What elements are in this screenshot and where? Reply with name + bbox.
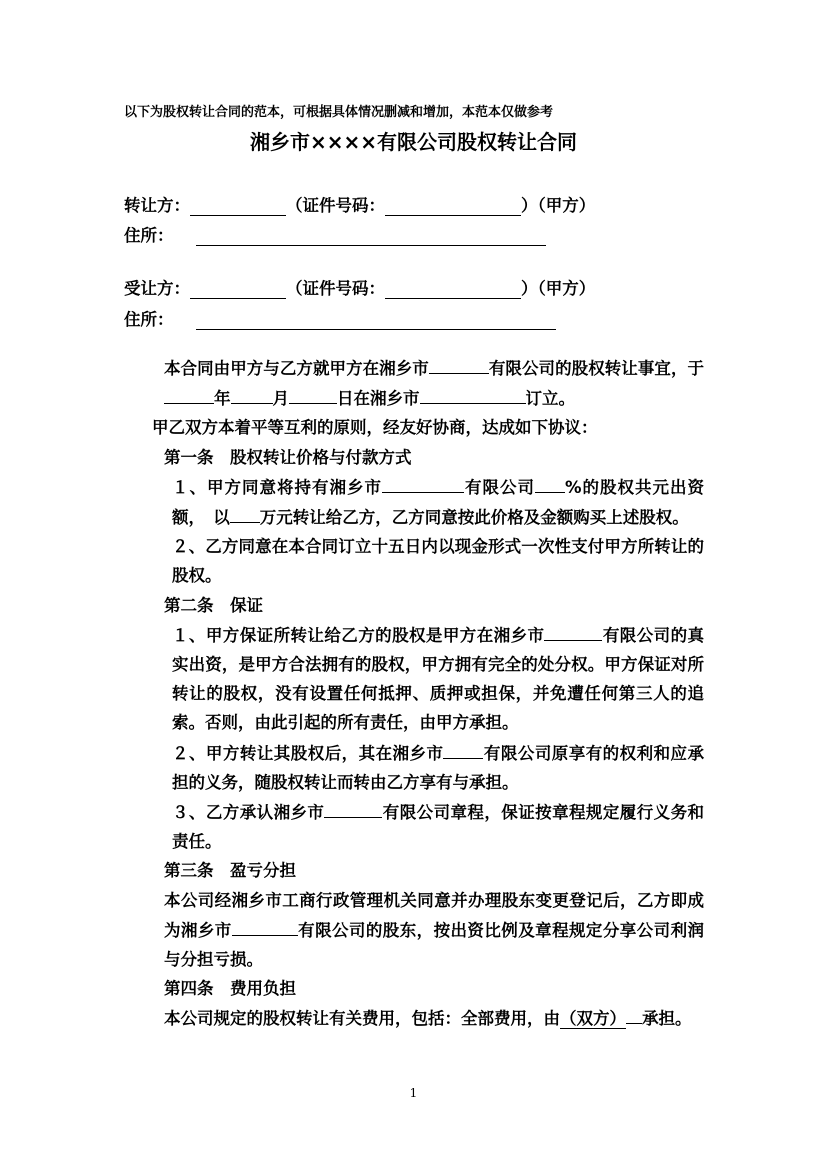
transferor-name-blank — [190, 197, 286, 216]
company-blank-6 — [232, 915, 298, 936]
page-number: 1 — [409, 1086, 418, 1100]
transferee-address-line — [124, 306, 556, 330]
article-1-title: 第一条 股权转让价格与付款方式 — [164, 447, 412, 467]
article-2-clause-2: ２、甲方转让其股权后，其在湘乡市 有限公司原享有的权利和应承担的义务，随股权转让而转由乙方享有与承担。 — [124, 738, 704, 797]
transferee-id-label-open: （证件号码： — [286, 279, 385, 298]
percent-blank — [535, 472, 565, 493]
transferee-address-blank — [196, 311, 556, 330]
template-note: 以下为股权转让合同的范本，可根据具体情况删减和增加，本范本仅做参考 — [124, 105, 554, 120]
transferee-line — [124, 275, 595, 299]
contract-title: 湘乡市××××有限公司股权转让合同 — [249, 130, 578, 154]
place-blank — [420, 383, 526, 404]
transferor-id-blank — [385, 197, 521, 216]
company-blank-4 — [443, 738, 483, 759]
address-label: 住所： — [124, 226, 174, 245]
article-2-clause-3: ３、乙方承认湘乡市 有限公司章程，保证按章程规定履行义务和责任。 — [124, 797, 704, 856]
article-1-clause-1: １、甲方同意将持有湘乡市 有限公司 %的股权共元出资额， 以 万元转让给乙方，乙方同意按此价格及金额购买上述股权。 — [124, 472, 704, 532]
article-1-clause-2: ２、乙方同意在本合同订立十五日内以现金形式一次性支付甲方所转让的股权。 — [172, 537, 704, 586]
transferee-name-blank — [190, 280, 286, 299]
company-blank-2 — [382, 472, 464, 493]
article-3-text: 本公司经湘乡市工商行政管理机关同意并办理股东变更登记后，乙方即成为湘乡市 有限公司的股东，按出资比例及章程规定分享公司利润与分担亏损。 — [164, 890, 705, 970]
transferee-id-blank — [385, 280, 521, 299]
amount-blank — [230, 502, 260, 523]
transferor-label: 转让方： — [124, 196, 190, 215]
id-label-close: ）（甲方） — [521, 196, 596, 215]
transferor-address-line — [124, 222, 546, 246]
article-4-text: 本公司规定的股权转让有关费用，包括：全部费用，由（双方） 承担。 — [124, 1003, 704, 1033]
transferor-line — [124, 192, 595, 216]
id-label-open: （证件号码： — [286, 196, 385, 215]
article-3-title: 第三条 盈亏分担 — [164, 861, 296, 881]
month-blank — [231, 383, 273, 404]
transferee-address-label: 住所： — [124, 310, 174, 329]
bearer-filled: （双方） — [560, 1009, 626, 1029]
article-4-title: 第四条 费用负担 — [164, 979, 296, 999]
transferee-label: 受让方： — [124, 279, 190, 298]
contract-body — [124, 353, 704, 1034]
paragraph-principle: 甲乙双方本着平等互利的原则，经友好协商，达成如下协议： — [152, 418, 598, 438]
article-2-title: 第二条 保证 — [164, 595, 263, 615]
company-blank-5 — [324, 797, 382, 818]
company-blank-3 — [544, 620, 602, 641]
article-2-clause-1: １、甲方保证所转让给乙方的股权是甲方在湘乡市 有限公司的真实出资，是甲方合法拥有的股权，甲方拥有完全的处分权。甲方保证对所转让的股权，没有设置任何抵押、质押或担保，并免遭任何第三人的追索。否则，由此引起的所有责任，由甲方承担。 — [124, 620, 704, 738]
paragraph-intro: 本合同由甲方与乙方就甲方在湘乡市 有限公司的股权转让事宜，于年 月 日在湘乡市 订立。 — [124, 353, 704, 413]
transferor-address-blank — [196, 227, 546, 246]
year-blank — [164, 383, 214, 404]
company-blank — [429, 353, 489, 374]
transferee-id-label-close: ）（甲方） — [521, 279, 596, 298]
day-blank — [289, 383, 337, 404]
